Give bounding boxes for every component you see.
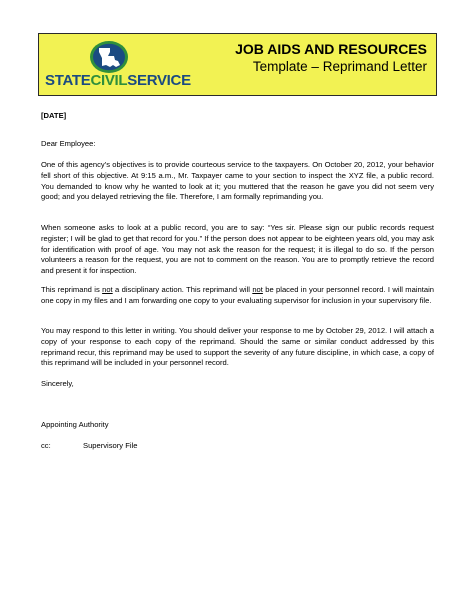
cc-line <box>41 441 434 452</box>
louisiana-state-icon <box>89 40 129 74</box>
paragraph-3: This reprimand is not a disciplinary action. This reprimand will not be placed in your personnel record. I will maintain one copy in my files and I am forwarding one copy to your evaluating supervisor for inclusion in your supervisory file. <box>41 285 434 305</box>
salutation: Dear Employee: <box>41 139 96 148</box>
signature-line: Appointing Authority <box>41 420 109 429</box>
header-title: JOB AIDS AND RESOURCES <box>235 41 427 57</box>
paragraph-1: One of this agency’s objectives is to provide courteous service to the taxpayers. On October 20, 2012, your behavior fell short of this objective. At 9:15 a.m., Mr. Taxpayer came to your section to inspect the XYZ file, a public record. You demanded to know why he wanted to look at it; you muttered that the reason he gave you did not seem very good; and you delayed retrieving the file. Therefore, I am formally reprimanding you. <box>41 160 434 202</box>
underlined-not: not <box>102 285 113 294</box>
closing: Sincerely, <box>41 379 74 388</box>
date-placeholder: [DATE] <box>41 111 67 120</box>
cc-value: Supervisory File <box>83 441 138 450</box>
header-banner <box>38 33 437 96</box>
paragraph-4: You may respond to this letter in writing. You should deliver your response to me by October 29, 2012. I will attach a copy of your response to each copy of the reprimand. Should the same or similar conduct addressed by this reprimand recur, this reprimand may be used to support the severity of any future discipline, in which case, a copy of this reprimand will be included in your personnel record. <box>41 326 434 368</box>
header-subtitle: Template – Reprimand Letter <box>252 59 427 74</box>
logo-wordmark: STATECIVILSERVICE <box>45 72 191 89</box>
underlined-not: not <box>252 285 263 294</box>
paragraph-2: When someone asks to look at a public record, you are to say: “Yes sir. Please sign our public records request register; I will be glad to get that record for you.” If the person does not appear to be eighteen years old, you may ask for identification with proof of age. You may not ask the reason for the request; it is illegal to do so. If the person volunteers a reason for the request, you are not to comment on the reason. You are to promptly retrieve the record and present it for inspection. <box>41 223 434 276</box>
cc-label: cc: <box>41 441 51 450</box>
state-civil-service-logo <box>45 39 191 91</box>
